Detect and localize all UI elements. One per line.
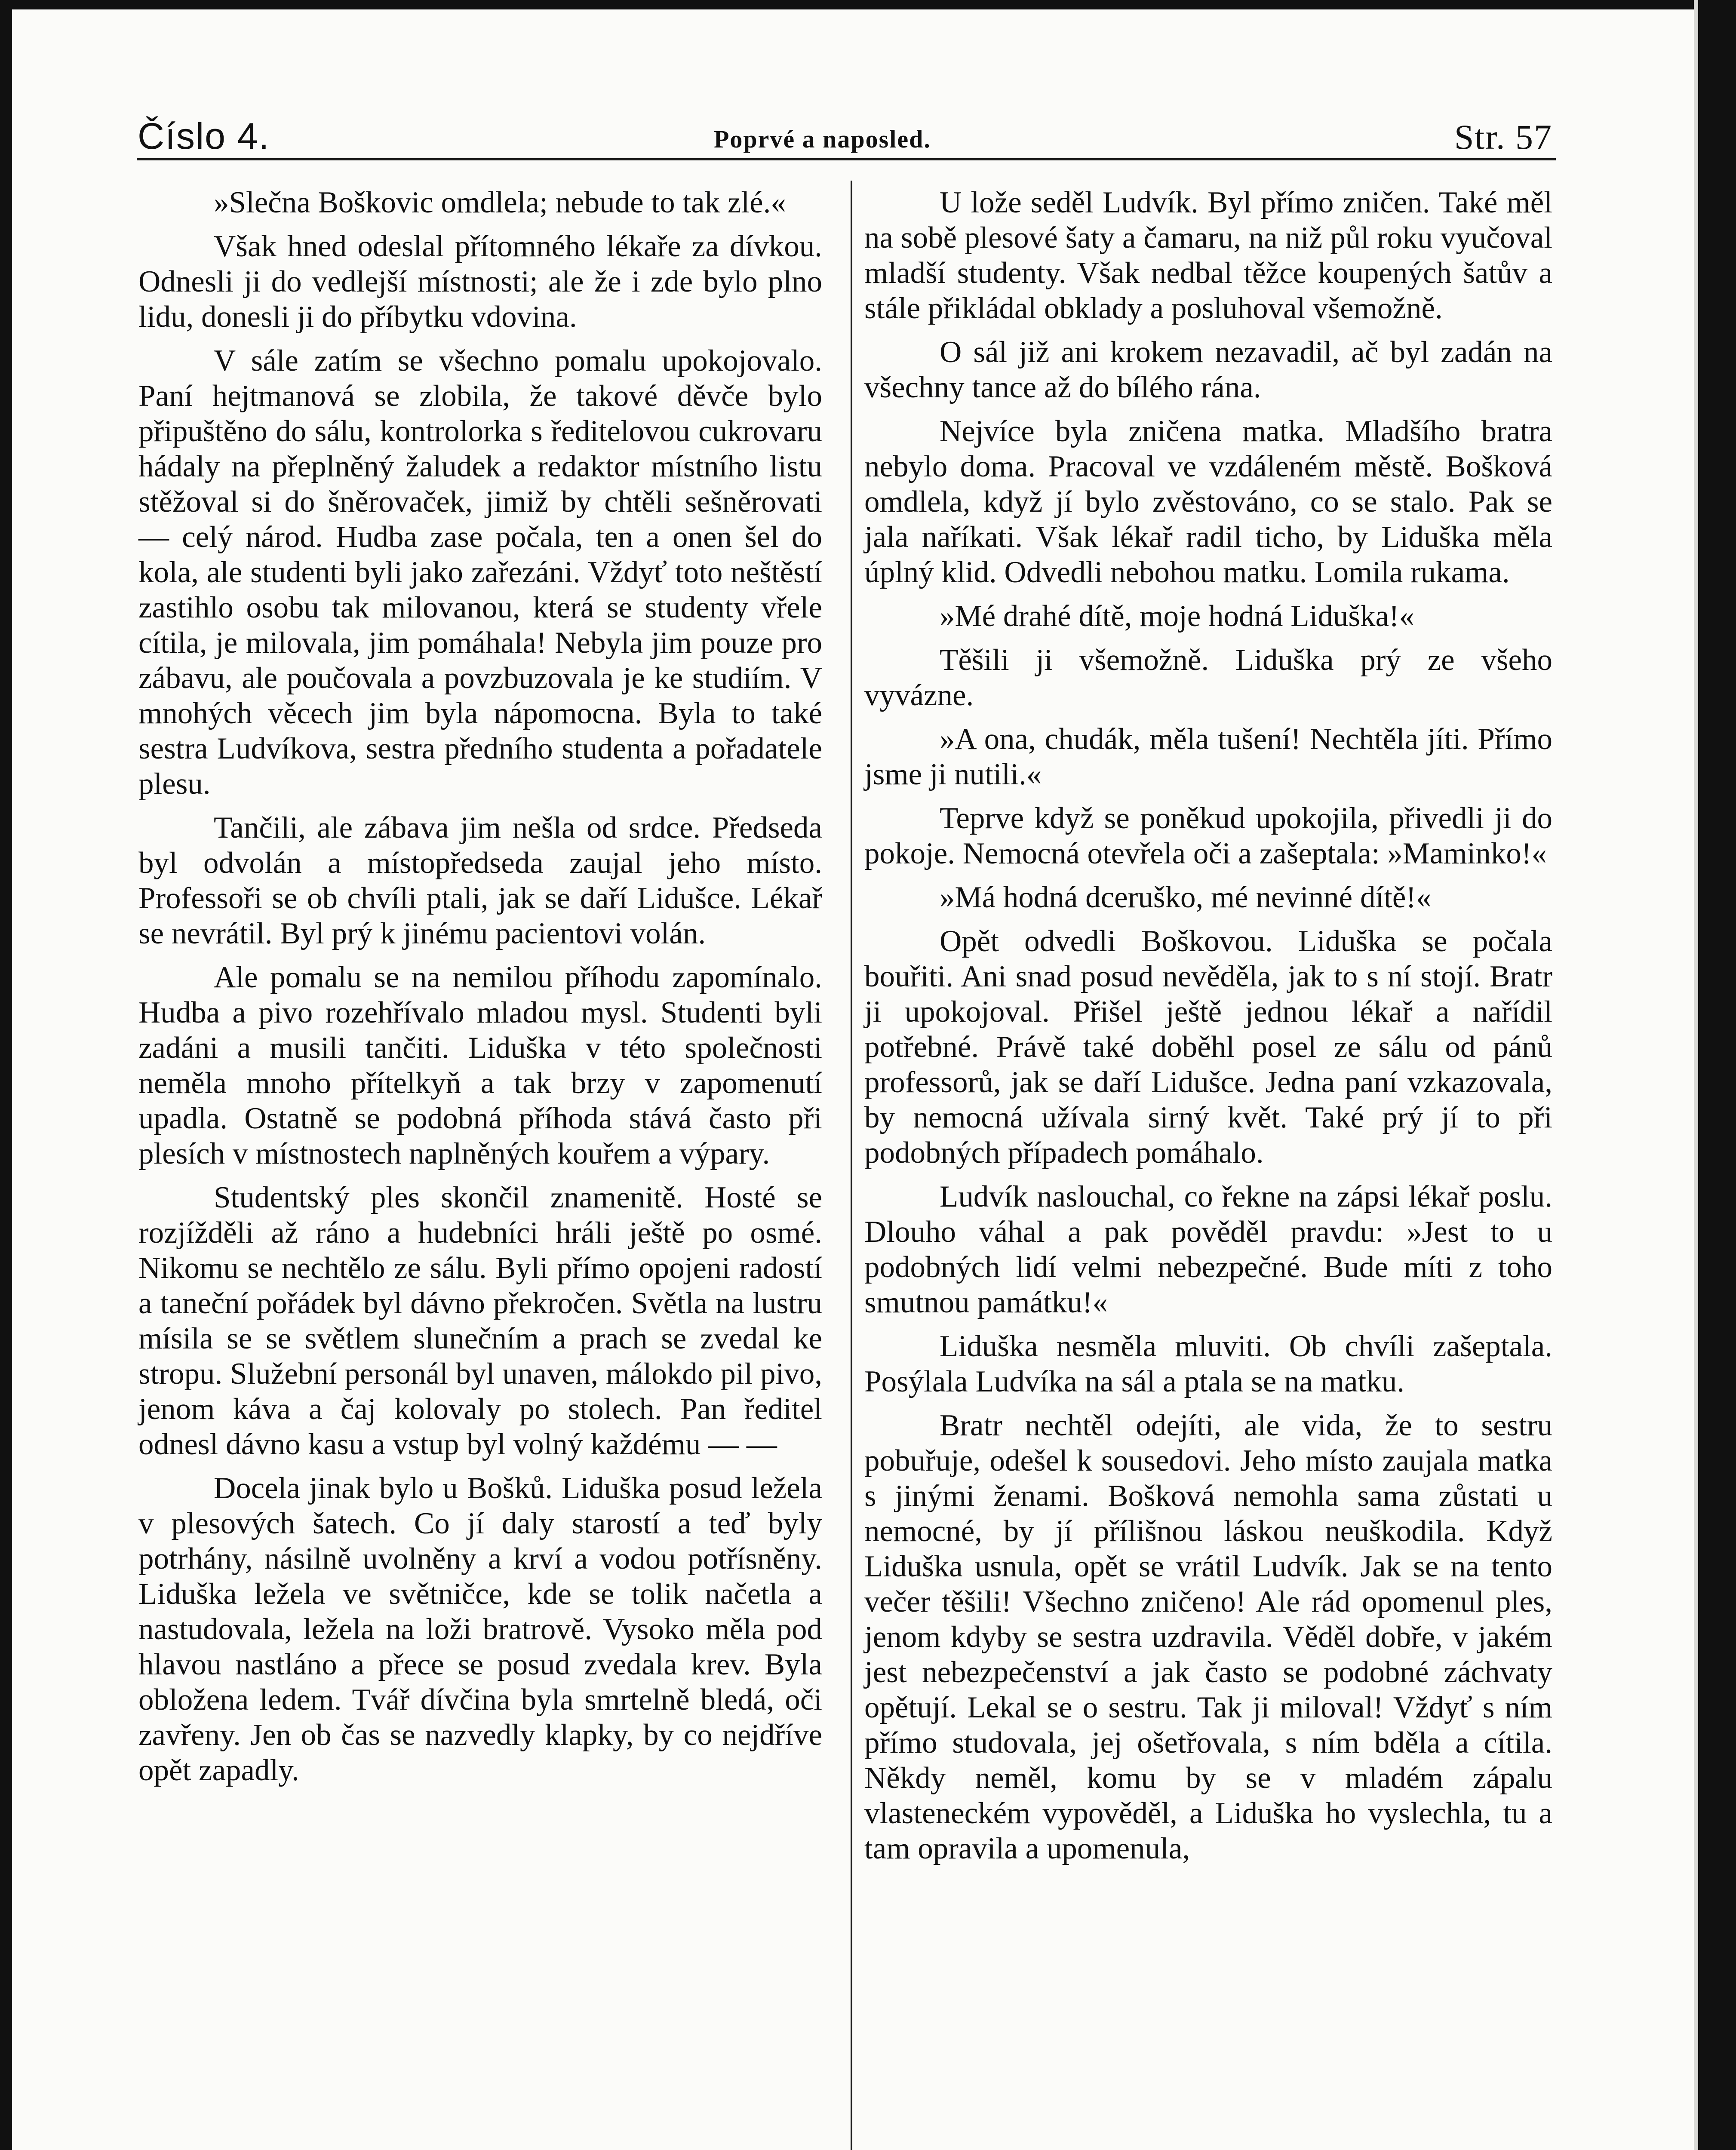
paragraph: Nejvíce byla zničena matka. Mladšího bratra nebylo doma. Pracoval ve vzdáleném městě. Bošková omdlela, když jí bylo zvěstováno, co se stalo. Pak se jala naříkati. Však lékař radil ticho, by Liduška měla úplný klid. Odvedli nebohou matku. Lomila rukama. [864, 415, 1552, 589]
paragraph: Liduška nesměla mluviti. Ob chvíli zašeptala. Posýlala Ludvíka na sál a ptala se na matku. [864, 1330, 1552, 1398]
paragraph: Však hned odeslal přítomného lékaře za dívkou. Odnesli ji do vedlejší místnosti; ale že i zde bylo plno lidu, donesli ji do příbytku vdovina. [138, 230, 822, 334]
paragraph: Teprve když se poněkud upokojila, přivedli ji do pokoje. Nemocná otevřela oči a zašeptala: »Maminko!« [864, 802, 1552, 870]
paragraph: Ale pomalu se na nemilou příhodu zapomínalo. Hudba a pivo rozehřívalo mladou mysl. Studenti byli zadáni a musili tančiti. Liduška v této společnosti neměla mnoho přítelkyň a tak brzy v zapomenutí upadla. Ostatně se podobná příhoda stává často při plesích v místnostech naplněných kouřem a výpary. [138, 961, 822, 1170]
paragraph: »Má hodná dceruško, mé nevinné dítě!« [940, 881, 1432, 914]
scan-edge-right [1698, 0, 1736, 2150]
header-rule [137, 158, 1556, 160]
paragraph: Těšili ji všemožně. Liduška prý ze všeho vyvázne. [864, 643, 1552, 712]
paragraph: Bratr nechtěl odejíti, ale vida, že to sestru pobuřuje, odešel k sousedovi. Jeho místo zaujala matka s jinými ženami. Bošková nemohla sama zůstati u nemocné, by jí přílišnou láskou neuškodila. Když Liduška usnula, opět se vrátil Ludvík. Jak se na tento večer těšili! Všechno zničeno! Ale rád opomenul ples, jenom kdyby se sestra uzdravila. Věděl dobře, v jakém jest nebezpečenství a jak často se podobné záchvaty opětují. Lekal se o sestru. Tak ji miloval! Vždyť s ním přímo studovala, jej ošetřovala, s ním bděla a cítila. Někdy neměl, komu by se v mladém zápalu vlasteneckém vypověděl, a Liduška ho vyslechla, tu a tam opravila a upomenula, [864, 1409, 1552, 1865]
paragraph: V sále zatím se všechno pomalu upokojovalo. Paní hejtmanová se zlobila, že takové děvče bylo připuštěno do sálu, kontrolorka s ředitelovou cukrovaru hádaly na přeplněný žaludek a redaktor místního listu stěžoval si do šněrovaček, jimiž by chtěli sešněrovati — celý národ. Hudba zase počala, ten a onen šel do kola, ale studenti byli jako zařezáni. Vždyť toto neštěstí zastihlo osobu tak milovanou, která se studenty vřele cítila, je milovala, jim pomáhala! Nebyla jim pouze pro zábavu, ale poučovala a povzbuzovala je ke studiím. V mnohých věcech jim byla nápomocna. Byla to také sestra Ludvíkova, sestra předního studenta a pořadatele plesu. [138, 344, 822, 801]
paragraph: »A ona, chudák, měla tušení! Nechtěla jíti. Přímo jsme ji nutili.« [864, 722, 1552, 791]
paragraph: Tančili, ale zábava jim nešla od srdce. Předseda byl odvolán a místopředseda zaujal jeho místo. Professoři se ob chvíli ptali, jak se daří Lidušce. Lékař se nevrátil. Byl prý k jinému pacientovi volán. [138, 811, 822, 950]
paragraph: »Mé drahé dítě, moje hodná Liduška!« [940, 599, 1415, 633]
scan-edge-top [0, 0, 1736, 9]
page-header [138, 111, 1552, 158]
column-divider [851, 181, 852, 2150]
page-number: Str. 57 [1454, 117, 1552, 157]
scan-edge-right-inner [1694, 0, 1698, 2150]
paragraph: Studentský ples skončil znamenitě. Hosté se rozjížděli až ráno a hudebníci hráli ještě po osmé. Nikomu se nechtělo ze sálu. Byli přímo opojeni radostí a taneční pořádek byl dávno překročen. Světla na lustru mísila se se světlem slunečním a prach se zvedal ke stropu. Služební personál byl unaven, málokdo pil pivo, jenom káva a čaj kolovaly po stolech. Pan ředitel odnesl dávno kasu a vstup byl volný každému — — [138, 1181, 822, 1461]
left-column [138, 185, 822, 1797]
paragraph: O sál již ani krokem nezavadil, ač byl zadán na všechny tance až do bílého rána. [864, 335, 1552, 404]
paragraph: Opět odvedli Boškovou. Liduška se počala bouřiti. Ani snad posud nevěděla, jak to s ní stojí. Bratr ji upokojoval. Přišel ještě jednou lékař a nařídil potřebné. Právě také doběhl posel ze sálu od pánů professorů, jak se daří Lidušce. Jedna paní vzkazovala, by nemocná užívala sirný květ. Také prý jí to při podobných případech pomáhalo. [864, 924, 1552, 1170]
paragraph: »Slečna Boškovic omdlela; nebude to tak zlé.« [214, 186, 786, 219]
issue-number: Číslo 4. [138, 116, 270, 157]
paragraph: Ludvík naslouchal, co řekne na zápsi lékař poslu. Dlouho váhal a pak pověděl pravdu: »Jest to u podobných lidí velmi nebezpečné. Bude míti z toho smutnou památku!« [864, 1180, 1552, 1319]
paragraph: Docela jinak bylo u Bošků. Liduška posud ležela v plesových šatech. Co jí daly starostí a teď byly potrhány, násilně uvolněny a krví a vodou potřísněny. Liduška ležela ve světničce, kde se tolik načetla a nastudovala, ležela na loži bratrově. Vysoko měla pod hlavou nastláno a přece se posud zvedala krev. Byla obložena ledem. Tvář dívčina byla smrtelně bledá, oči zavřeny. Jen ob čas se nazvedly klapky, by co nejdříve opět zapadly. [138, 1471, 822, 1787]
right-column [864, 185, 1552, 1875]
paragraph: U lože seděl Ludvík. Byl přímo zničen. Také měl na sobě plesové šaty a čamaru, na niž půl roku vyučoval mladší studenty. Však nedbal těžce koupených šatův a stále přikládal obklady a posluhoval všemožně. [864, 186, 1552, 325]
scan-edge-left [0, 0, 12, 2150]
running-title: Poprvé a naposled. [714, 125, 931, 153]
